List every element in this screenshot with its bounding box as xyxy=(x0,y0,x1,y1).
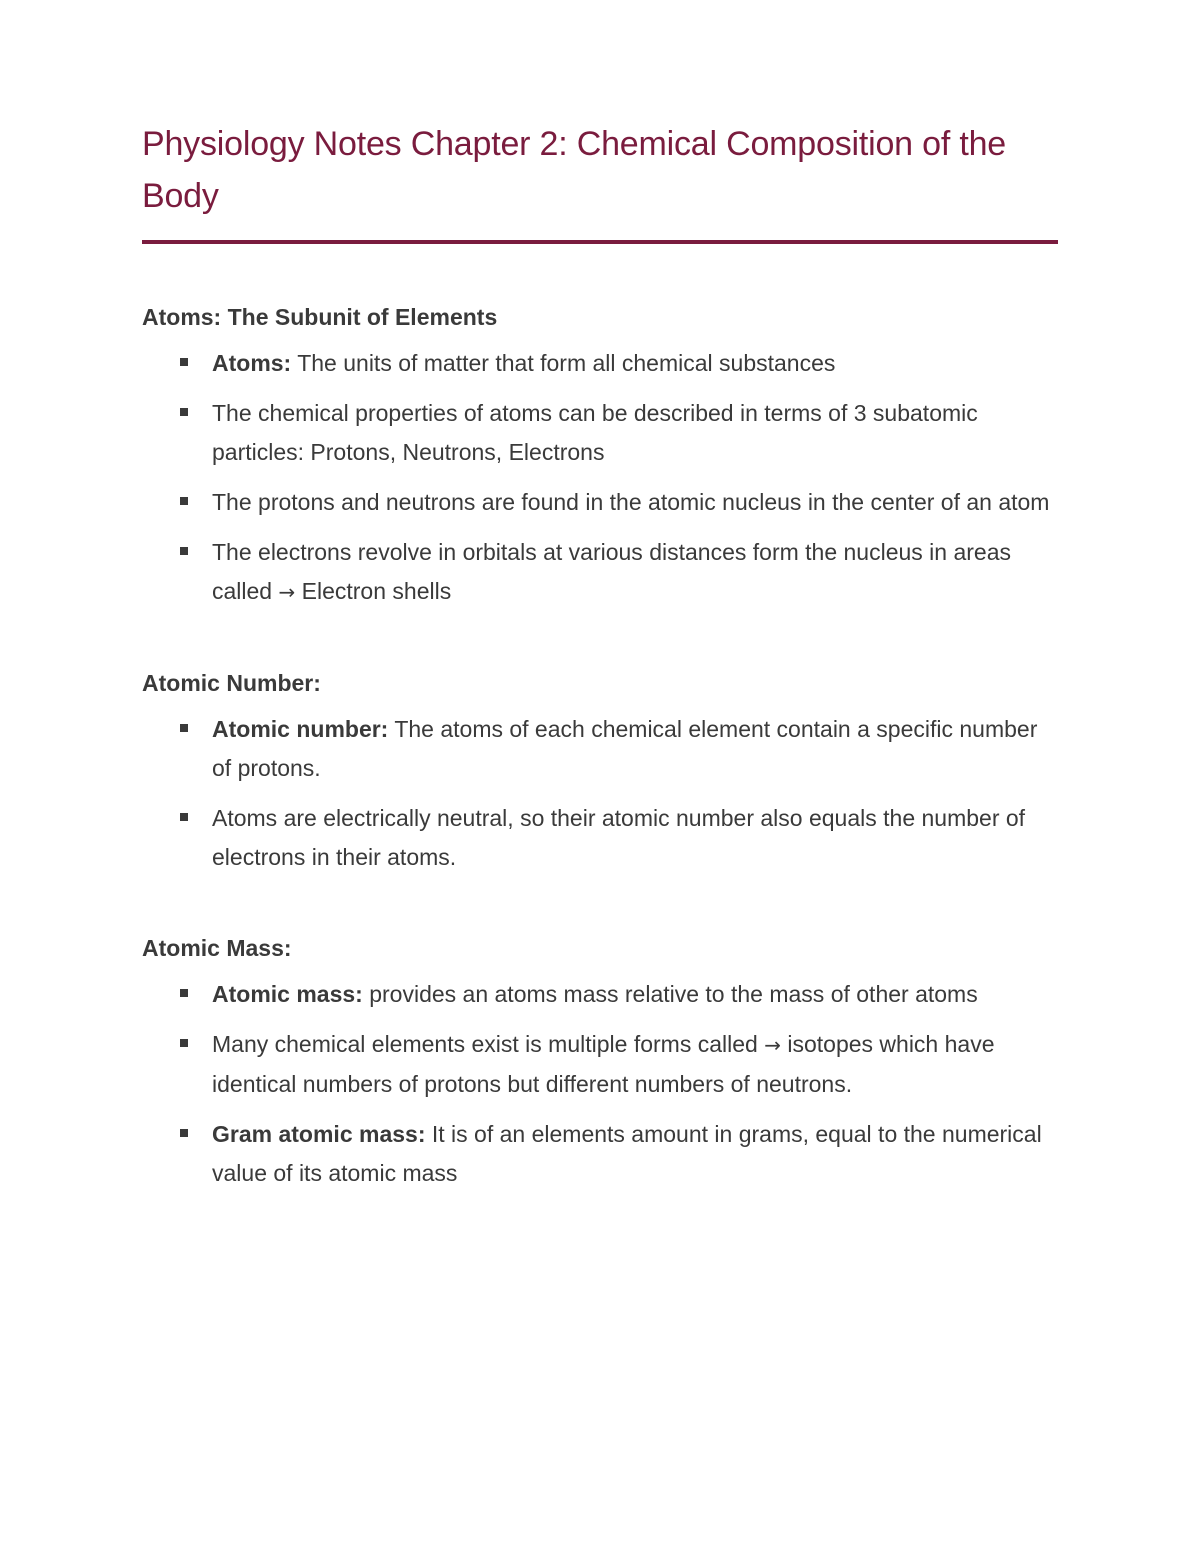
square-bullet-icon xyxy=(180,547,188,555)
bullet-text: Many chemical elements exist is multiple forms called xyxy=(212,1031,765,1057)
square-bullet-icon xyxy=(180,1129,188,1137)
right-arrow-icon: → xyxy=(764,1033,781,1057)
square-bullet-icon xyxy=(180,1039,188,1047)
term-label: Atomic number: xyxy=(212,716,389,742)
bullet-text: It is of an elements amount in grams, equal to the numerical value of its atomic mass xyxy=(212,1121,1042,1186)
bullet-list xyxy=(142,344,1062,612)
list-item xyxy=(142,483,1062,522)
list-item xyxy=(142,1025,1062,1104)
list-item xyxy=(142,1115,1062,1193)
term-label: Atomic mass: xyxy=(212,981,363,1007)
page-title: Physiology Notes Chapter 2: Chemical Composition of the Body xyxy=(142,125,1006,215)
list-item xyxy=(142,710,1062,788)
bullet-text-after: isotopes which have identical numbers of protons but different numbers of neutrons. xyxy=(212,1031,995,1097)
square-bullet-icon xyxy=(180,813,188,821)
section-heading: Atoms: The Subunit of Elements xyxy=(142,304,498,330)
term-label: Atoms: xyxy=(212,350,292,376)
list-item xyxy=(142,344,1062,383)
square-bullet-icon xyxy=(180,724,188,732)
bullet-text: The atoms of each chemical element contain a specific number of protons. xyxy=(212,716,1038,781)
term-label: Gram atomic mass: xyxy=(212,1121,426,1147)
section-atomic-mass xyxy=(142,931,1062,1193)
document-page xyxy=(142,118,1062,1204)
bullet-text: The units of matter that form all chemical substances xyxy=(291,350,836,376)
square-bullet-icon xyxy=(180,989,188,997)
section-heading: Atomic Number: xyxy=(142,670,321,696)
section-atoms xyxy=(142,300,1062,612)
list-item xyxy=(142,394,1062,472)
list-item xyxy=(142,799,1062,877)
bullet-text: Atoms are electrically neutral, so their atomic number also equals the number of electrons in their atoms. xyxy=(212,805,1026,870)
bullet-list xyxy=(142,975,1062,1193)
section-heading: Atomic Mass: xyxy=(142,935,292,961)
bullet-text: The chemical properties of atoms can be described in terms of 3 subatomic particles: Protons, Neutrons, Electrons xyxy=(212,400,978,465)
title-divider xyxy=(142,240,1058,244)
right-arrow-icon: → xyxy=(278,580,296,604)
bullet-text: The protons and neutrons are found in the atomic nucleus in the center of an atom xyxy=(212,489,1050,515)
bullet-text-after: Electron shells xyxy=(295,578,452,604)
square-bullet-icon xyxy=(180,408,188,416)
list-item xyxy=(142,533,1062,612)
square-bullet-icon xyxy=(180,497,188,505)
bullet-text: The electrons revolve in orbitals at various distances form the nucleus in areas called xyxy=(212,539,1012,604)
bullet-list xyxy=(142,710,1062,877)
list-item xyxy=(142,975,1062,1014)
bullet-text: provides an atoms mass relative to the mass of other atoms xyxy=(362,981,978,1007)
section-atomic-number xyxy=(142,666,1062,877)
square-bullet-icon xyxy=(180,358,188,366)
